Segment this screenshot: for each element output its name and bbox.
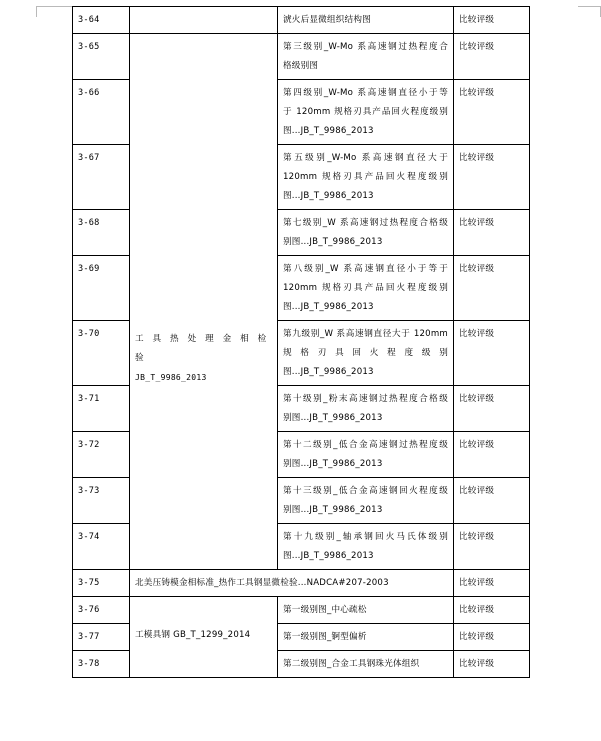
row-title	[278, 386, 454, 432]
row-index: 3-73	[73, 478, 130, 524]
row-title	[278, 524, 454, 570]
page-crop-corner-left	[36, 6, 73, 17]
document-table-container	[72, 6, 529, 678]
row-method: 比较评级	[454, 478, 530, 524]
title-line: 淲火后显微组织结构图	[283, 15, 371, 25]
title-line: 第十三级别_低合金高速钢回火程度级	[283, 486, 448, 496]
title-line: 图...JB_T_9986_2013	[283, 126, 374, 136]
title-line: 第八级别_W 系高速钢直径小于等于	[283, 264, 448, 274]
row-index: 3-72	[73, 432, 130, 478]
catalog-table-body	[73, 7, 530, 678]
title-line: 别图...JB_T_9986_2013	[283, 505, 383, 515]
title-line: 图...JB_T_9986_2013	[283, 367, 374, 377]
title-line: 120mm 规格刃具产品回火程度级别	[283, 172, 448, 182]
row-title	[278, 210, 454, 256]
title-line: 图...JB_T_9986_2013	[283, 551, 374, 561]
row-index: 3-78	[73, 651, 130, 678]
row-method: 比较评级	[454, 651, 530, 678]
table-row	[73, 34, 530, 80]
row-method: 比较评级	[454, 321, 530, 386]
table-row	[73, 7, 530, 34]
row-index: 3-67	[73, 145, 130, 210]
row-title	[278, 145, 454, 210]
row-title	[278, 478, 454, 524]
title-line: 第四级别_W-Mo 系高速钢直径小于等	[283, 88, 448, 98]
row-title	[278, 597, 454, 624]
title-line: 格级别图	[283, 61, 319, 71]
table-row	[73, 597, 530, 624]
title-line: 规 格 刃 具 回 火 程 度 级 别	[283, 348, 448, 358]
row-method: 比较评级	[454, 256, 530, 321]
row-index: 3-66	[73, 80, 130, 145]
title-line: 别图...JB_T_9986_2013	[283, 413, 383, 423]
row-method: 比较评级	[454, 145, 530, 210]
table-row	[73, 570, 530, 597]
title-line: 图...JB_T_9986_2013	[283, 191, 374, 201]
row-method: 比较评级	[454, 80, 530, 145]
title-line: 第二级别图_合金工具钢珠光体组织	[283, 659, 420, 669]
row-method: 比较评级	[454, 570, 530, 597]
row-method: 比较评级	[454, 432, 530, 478]
title-line: 第一级别图_中心疏松	[283, 605, 367, 615]
row-method: 比较评级	[454, 524, 530, 570]
row-title	[278, 651, 454, 678]
title-line: 第三级别_W-Mo 系高速钢过热程度合	[283, 42, 448, 52]
row-index: 3-69	[73, 256, 130, 321]
row-group-nadca: 北美压铸模金相标准_热作工具钢显微检验...NADCA#207-2003	[130, 570, 454, 597]
row-method: 比较评级	[454, 624, 530, 651]
title-line: 120mm 规格刃具产品回火程度级别	[283, 283, 448, 293]
title-line: 别图...JB_T_9986_2013	[283, 237, 383, 247]
row-method: 比较评级	[454, 34, 530, 80]
row-method: 比较评级	[454, 386, 530, 432]
row-method: 比较评级	[454, 7, 530, 34]
title-line: 图...JB_T_9986_2013	[283, 302, 374, 312]
row-index: 3-75	[73, 570, 130, 597]
title-line: 别图...JB_T_9986_2013	[283, 459, 383, 469]
row-group-empty	[130, 7, 278, 34]
row-method: 比较评级	[454, 210, 530, 256]
row-method: 比较评级	[454, 597, 530, 624]
title-line: 第十级别_粉末高速钢过热程度合格级	[283, 394, 448, 404]
row-index: 3-70	[73, 321, 130, 386]
row-index: 3-76	[73, 597, 130, 624]
row-title	[278, 34, 454, 80]
row-index: 3-71	[73, 386, 130, 432]
row-index: 3-64	[73, 7, 130, 34]
title-line: 第十二级别_低合金高速钢过热程度级	[283, 440, 448, 450]
row-index: 3-68	[73, 210, 130, 256]
row-index: 3-65	[73, 34, 130, 80]
row-title	[278, 256, 454, 321]
title-line: 第七级别_W 系高速钢过热程度合格级	[283, 218, 448, 228]
catalog-table	[72, 6, 530, 678]
title-line: 第五级别_W-Mo 系高速钢直径大于	[283, 153, 448, 163]
title-line: 于 120mm 规格刃具产品回火程度级别	[283, 107, 448, 117]
row-title	[278, 432, 454, 478]
title-line: 第十九级别_轴承钢回火马氏体级别	[283, 532, 448, 542]
row-title	[278, 7, 454, 34]
title-line: 第一级别图_锕型偏析	[283, 632, 367, 642]
row-index: 3-77	[73, 624, 130, 651]
row-group-tool-steel	[130, 597, 278, 678]
row-index: 3-74	[73, 524, 130, 570]
group-label: 工 具 热 处 理 金 相 检 验	[135, 334, 270, 363]
title-line: 第九级别_W 系高速钢直径大于 120mm	[283, 329, 448, 339]
page-crop-corner-right	[578, 6, 601, 17]
group-label: 工模具钢 GB_T_1299_2014	[135, 630, 251, 640]
group-standard-code: JB_T_9986_2013	[135, 373, 207, 382]
row-title	[278, 321, 454, 386]
row-group-tool-heat-treatment	[130, 34, 278, 570]
row-title	[278, 80, 454, 145]
row-title	[278, 624, 454, 651]
